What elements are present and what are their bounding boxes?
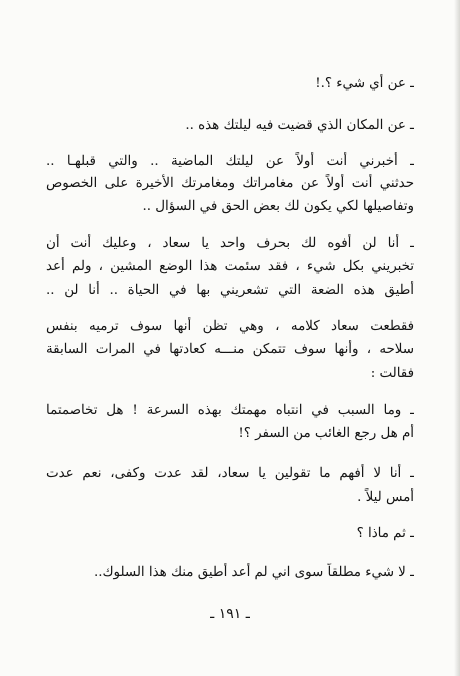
- page-edge-shadow: [454, 0, 460, 676]
- paragraph-line: أمس ليلاً .: [357, 490, 414, 505]
- narration-line: فقطعت سعاد كلامه ، وهي تظن أنها سوف ترميه بنفس: [46, 319, 414, 334]
- dialogue-line-1: ـ عن أي شيء ؟.!: [315, 76, 414, 91]
- paragraph-line: أطيق هذه الضعة التي تشعريني بها في الحياة .. أنا لن ..: [46, 283, 414, 298]
- paragraph-line: أم هل رجع الغائب من السفر ؟!: [238, 426, 414, 441]
- paragraph-line: حدثني أنت أولاً عن مغامراتك ومغامرتك الأخيرة على الخصوص: [46, 176, 414, 191]
- page-number: ـ ١٩١ ـ: [210, 606, 250, 622]
- dialogue-line-4: ـ أنا لن أفوه لك بحرف واحد يا سعاد ، وعليك أنت أن: [46, 236, 414, 251]
- narration-line: سلاحه ، وأنها سوف تتمكن منـــه كعادتها في المرات السابقة: [46, 342, 414, 357]
- narration-line: فقالت :: [370, 366, 414, 381]
- dialogue-line-8: ـ لا شيء مطلقاً سوى اني لم أعد أطيق منك هذا السلوك..: [93, 565, 414, 580]
- dialogue-line-5: ـ وما السبب في انتباه مهمتك بهذه السرعة ! هل تخاصمتما: [46, 403, 414, 418]
- dialogue-line-2: ـ عن المكان الذي قضيت فيه ليلتك هذه ..: [185, 118, 414, 133]
- paragraph-line: تخبريني بكل شيء ، فقد سئمت هذا الوضع المشين ، ولم أعد: [46, 259, 414, 274]
- paragraph-line: وتفاصيلها لكي يكون لك بعض الحق في السؤال ..: [142, 199, 414, 214]
- dialogue-line-6: ـ أنا لا أفهم ما تقولين يا سعاد، لقد عدت وكفى، نعم عدت: [46, 466, 414, 481]
- dialogue-line-7: ـ ثم ماذا ؟: [356, 526, 414, 541]
- dialogue-line-3: ـ أخبرني أنت أولاً عن ليلتك الماضية .. والتي قبلهـا ..: [46, 154, 414, 169]
